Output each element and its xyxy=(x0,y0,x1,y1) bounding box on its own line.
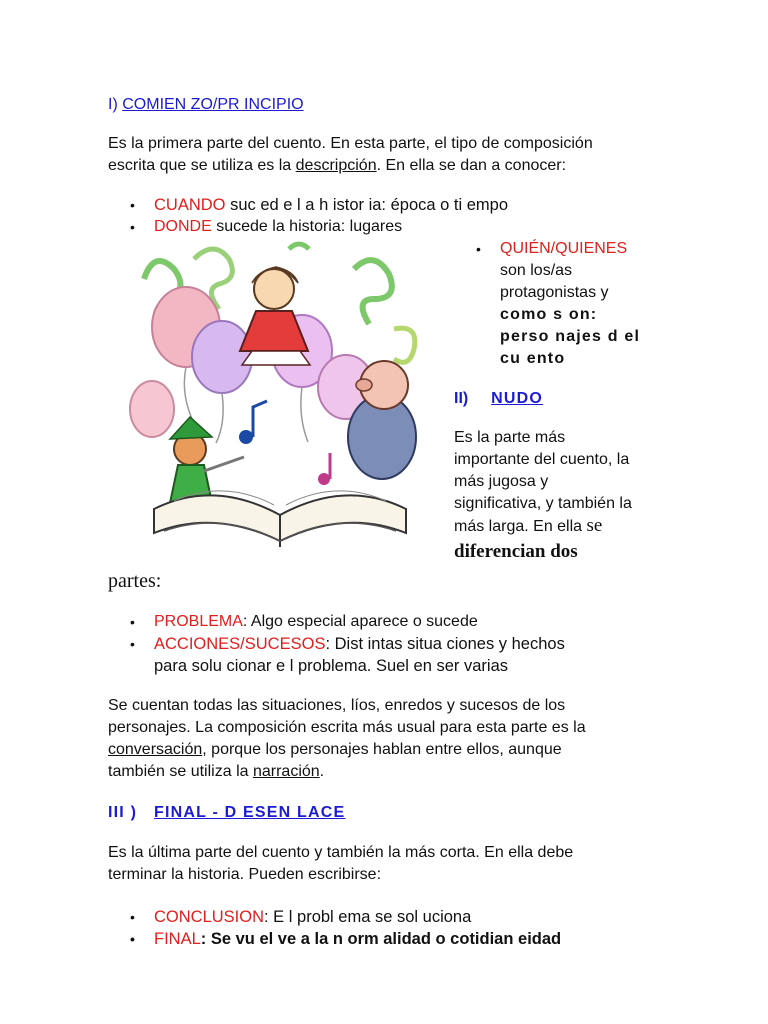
section1-intro xyxy=(108,133,668,177)
section1-list xyxy=(108,194,668,238)
section3-heading xyxy=(108,802,353,824)
section3-intro: Es la última parte del cuento y también la más corta. En ella debe terminar la historia. Pueden escribirse: xyxy=(108,844,574,883)
quien-block xyxy=(476,238,676,370)
section1-title: COMIEN ZO/PR INCIPIO xyxy=(122,96,304,113)
section1-intro-line1: Es la primera parte del cuento. En esta parte, el tipo de composición xyxy=(108,135,593,152)
list-item-conclusion: • CONCLUSION: E l probl ema se sol uciona xyxy=(108,906,728,928)
section2-list xyxy=(108,611,708,677)
partes-label: partes: xyxy=(108,570,162,592)
list-item-cuando: • CUANDO suc ed e l a h istor ia: época o ti empo xyxy=(108,194,668,216)
quien-line4: perso najes d el xyxy=(500,328,641,345)
conversacion-term: conversación xyxy=(108,741,203,758)
section1-heading xyxy=(108,94,312,116)
story-illustration xyxy=(124,239,436,555)
section3-number: III ) xyxy=(108,804,138,821)
section1-number: I) xyxy=(108,96,118,113)
quien-line5: cu ento xyxy=(500,350,566,367)
section1-intro-line2: escrita que se utiliza es la descripción. En ella se dan a conocer: xyxy=(108,157,567,174)
list-item-donde: • DONDE sucede la historia: lugares xyxy=(108,216,668,238)
section2-heading xyxy=(454,388,551,410)
quien-line3: como s on: xyxy=(500,306,598,323)
section2-intro: Es la parte más importante del cuento, la más jugosa y significativa, y también la más larga. En ella se diferencian dos xyxy=(454,429,632,562)
descripcion-term: descripción xyxy=(295,157,377,174)
section2-title: NUDO xyxy=(491,390,544,407)
section3-title: FINAL - D ESEN LACE xyxy=(154,804,346,821)
quien-line1: son los/as xyxy=(500,262,573,279)
list-item-acciones: • ACCIONES/SUCESOS: Dist intas situa ciones y hechos para solu cionar e l problema. Suel en ser varias xyxy=(108,633,708,677)
section3-list xyxy=(108,906,728,950)
list-item-quien: • QUIÉN/QUIENES xyxy=(476,240,628,257)
list-item-problema: • PROBLEMA: Algo especial aparece o sucede xyxy=(108,611,708,633)
quien-line2: protagonistas y xyxy=(500,284,609,301)
narracion-term: narración xyxy=(252,763,320,780)
section2-number: II) xyxy=(454,390,469,407)
list-item-final: • FINAL: Se vu el ve a la n orm alidad o cotidian eidad xyxy=(108,928,728,950)
storybook-characters-image xyxy=(124,239,436,555)
section2-body: Se cuentan todas las situaciones, líos, enredos y sucesos de los personajes. La composición escrita más usual para esta parte es la conversación, porque los personajes hablan entre ellos, aunque también se utiliza la narración. xyxy=(108,697,586,780)
